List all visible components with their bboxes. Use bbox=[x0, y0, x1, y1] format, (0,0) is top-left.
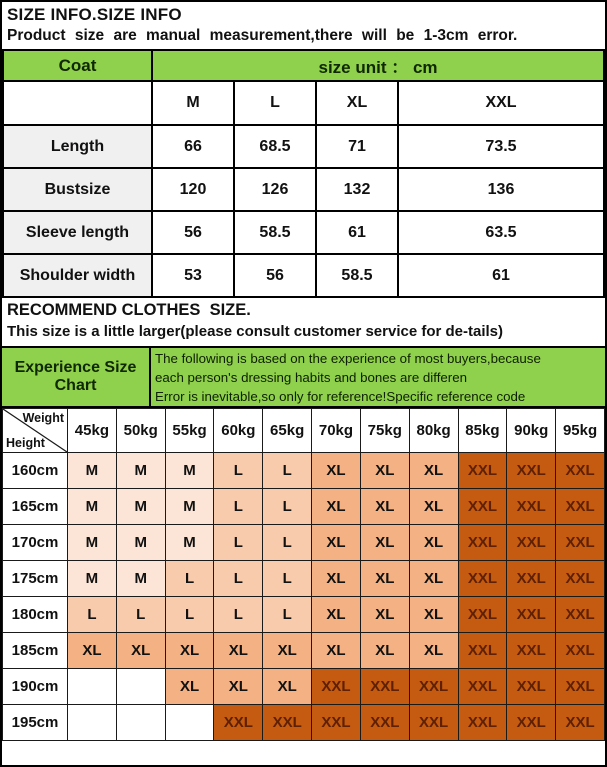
matrix-cell: XL bbox=[312, 561, 361, 597]
sleeve-xl: 61 bbox=[316, 211, 398, 254]
size-unit-header: size unit ： cm bbox=[152, 50, 604, 81]
table-row bbox=[3, 211, 604, 254]
matrix-row bbox=[3, 453, 605, 489]
matrix-cell: XL bbox=[360, 453, 409, 489]
row-label-length: Length bbox=[3, 125, 152, 168]
matrix-cell bbox=[68, 669, 117, 705]
recommend-section bbox=[2, 298, 605, 346]
matrix-cell: XXL bbox=[312, 705, 361, 741]
matrix-cell: XL bbox=[263, 633, 312, 669]
height-row-label: 165cm bbox=[3, 489, 68, 525]
matrix-cell: XXL bbox=[214, 705, 263, 741]
bustsize-l: 126 bbox=[234, 168, 316, 211]
height-row-label: 195cm bbox=[3, 705, 68, 741]
matrix-cell: XL bbox=[263, 669, 312, 705]
matrix-cell: XL bbox=[68, 633, 117, 669]
weight-header: 55kg bbox=[165, 409, 214, 453]
length-m: 66 bbox=[152, 125, 234, 168]
matrix-cell: XXL bbox=[458, 669, 507, 705]
matrix-cell: XL bbox=[312, 525, 361, 561]
matrix-cell: XL bbox=[312, 453, 361, 489]
matrix-cell: M bbox=[165, 489, 214, 525]
shoulder-l: 56 bbox=[234, 254, 316, 297]
experience-section bbox=[2, 346, 605, 408]
matrix-cell: XXL bbox=[507, 561, 556, 597]
size-table bbox=[2, 49, 605, 298]
matrix-cell: XXL bbox=[458, 489, 507, 525]
experience-size-matrix bbox=[2, 408, 605, 741]
matrix-cell: XXL bbox=[507, 669, 556, 705]
matrix-cell: M bbox=[68, 561, 117, 597]
height-row-label: 170cm bbox=[3, 525, 68, 561]
matrix-cell: L bbox=[214, 597, 263, 633]
matrix-cell: XXL bbox=[263, 705, 312, 741]
size-column-header-row bbox=[3, 81, 604, 125]
height-row-label: 160cm bbox=[3, 453, 68, 489]
row-label-bustsize: Bustsize bbox=[3, 168, 152, 211]
matrix-cell: XL bbox=[360, 561, 409, 597]
recommend-title: RECOMMEND CLOTHES SIZE. bbox=[7, 301, 251, 319]
col-header-xl: XL bbox=[316, 81, 398, 125]
matrix-cell: XXL bbox=[556, 669, 605, 705]
shoulder-m: 53 bbox=[152, 254, 234, 297]
height-row-label: 185cm bbox=[3, 633, 68, 669]
coat-header: Coat bbox=[3, 50, 152, 81]
size-table-green-header bbox=[3, 50, 604, 81]
matrix-cell: L bbox=[165, 561, 214, 597]
weight-header: 65kg bbox=[263, 409, 312, 453]
matrix-cell: XL bbox=[409, 489, 458, 525]
matrix-cell: XXL bbox=[556, 525, 605, 561]
matrix-cell: XXL bbox=[458, 633, 507, 669]
matrix-cell: M bbox=[68, 489, 117, 525]
matrix-row bbox=[3, 489, 605, 525]
matrix-cell bbox=[116, 669, 165, 705]
matrix-cell: XL bbox=[360, 597, 409, 633]
experience-line: Error is inevitable,so only for reference!Specific reference code bbox=[155, 388, 526, 404]
weight-header: 90kg bbox=[507, 409, 556, 453]
bustsize-xxl: 136 bbox=[398, 168, 604, 211]
recommend-note: This size is a little larger(please consult customer service for de-tails) bbox=[7, 323, 504, 340]
table-row bbox=[3, 254, 604, 297]
matrix-cell: L bbox=[214, 489, 263, 525]
length-l: 68.5 bbox=[234, 125, 316, 168]
col-header-xxl: XXL bbox=[398, 81, 604, 125]
bustsize-m: 120 bbox=[152, 168, 234, 211]
matrix-cell: XL bbox=[409, 597, 458, 633]
matrix-cell: XL bbox=[360, 525, 409, 561]
row-label-sleeve-length: Sleeve length bbox=[3, 211, 152, 254]
page-subtitle: Product size are manual measurement,there will be 1-3cm error. bbox=[7, 27, 518, 44]
sleeve-xxl: 63.5 bbox=[398, 211, 604, 254]
matrix-cell: M bbox=[165, 525, 214, 561]
matrix-cell: XXL bbox=[409, 705, 458, 741]
matrix-cell bbox=[165, 705, 214, 741]
matrix-row bbox=[3, 669, 605, 705]
matrix-cell: XL bbox=[312, 597, 361, 633]
matrix-row bbox=[3, 705, 605, 741]
matrix-cell bbox=[116, 705, 165, 741]
matrix-cell: XL bbox=[409, 525, 458, 561]
experience-title: Experience Size Chart bbox=[2, 348, 151, 406]
matrix-cell: M bbox=[116, 525, 165, 561]
experience-description bbox=[151, 348, 605, 406]
length-xl: 71 bbox=[316, 125, 398, 168]
matrix-cell: XXL bbox=[360, 669, 409, 705]
matrix-cell: XL bbox=[360, 489, 409, 525]
shoulder-xl: 58.5 bbox=[316, 254, 398, 297]
matrix-cell: M bbox=[68, 525, 117, 561]
matrix-row bbox=[3, 633, 605, 669]
matrix-cell: XL bbox=[360, 633, 409, 669]
matrix-cell: XL bbox=[214, 669, 263, 705]
height-row-label: 180cm bbox=[3, 597, 68, 633]
matrix-cell: L bbox=[263, 561, 312, 597]
matrix-cell: XXL bbox=[360, 705, 409, 741]
matrix-cell: XXL bbox=[507, 489, 556, 525]
matrix-cell: L bbox=[214, 453, 263, 489]
matrix-cell: XXL bbox=[312, 669, 361, 705]
weight-height-header bbox=[3, 409, 68, 453]
matrix-cell: XXL bbox=[556, 561, 605, 597]
weight-label: Weight bbox=[22, 411, 64, 425]
matrix-cell: L bbox=[263, 525, 312, 561]
matrix-cell: L bbox=[116, 597, 165, 633]
matrix-cell: XXL bbox=[507, 453, 556, 489]
matrix-cell: XXL bbox=[507, 705, 556, 741]
matrix-cell: XXL bbox=[458, 453, 507, 489]
shoulder-xxl: 61 bbox=[398, 254, 604, 297]
header bbox=[2, 2, 605, 49]
matrix-cell: XXL bbox=[556, 453, 605, 489]
matrix-cell: L bbox=[263, 489, 312, 525]
matrix-cell: XL bbox=[165, 633, 214, 669]
matrix-cell: XXL bbox=[458, 705, 507, 741]
matrix-cell: L bbox=[68, 597, 117, 633]
sleeve-l: 58.5 bbox=[234, 211, 316, 254]
matrix-row bbox=[3, 597, 605, 633]
weight-header: 70kg bbox=[312, 409, 361, 453]
matrix-cell: XXL bbox=[458, 597, 507, 633]
matrix-cell: XL bbox=[409, 633, 458, 669]
matrix-cell: XL bbox=[312, 633, 361, 669]
height-row-label: 190cm bbox=[3, 669, 68, 705]
matrix-cell: XL bbox=[409, 561, 458, 597]
matrix-cell: XXL bbox=[458, 525, 507, 561]
matrix-row bbox=[3, 525, 605, 561]
col-header-l: L bbox=[234, 81, 316, 125]
matrix-cell: M bbox=[116, 489, 165, 525]
matrix-cell: XXL bbox=[507, 525, 556, 561]
weight-header: 75kg bbox=[360, 409, 409, 453]
matrix-cell: XXL bbox=[409, 669, 458, 705]
matrix-cell: XXL bbox=[556, 705, 605, 741]
page-title: SIZE INFO.SIZE INFO bbox=[7, 5, 182, 24]
col-header-m: M bbox=[152, 81, 234, 125]
matrix-cell: XXL bbox=[507, 633, 556, 669]
matrix-cell: XL bbox=[312, 489, 361, 525]
matrix-cell: XXL bbox=[556, 489, 605, 525]
height-label: Height bbox=[6, 436, 45, 450]
matrix-cell bbox=[68, 705, 117, 741]
sleeve-m: 56 bbox=[152, 211, 234, 254]
matrix-row bbox=[3, 561, 605, 597]
matrix-cell: XXL bbox=[556, 633, 605, 669]
matrix-cell: L bbox=[214, 561, 263, 597]
matrix-cell: XL bbox=[409, 453, 458, 489]
height-row-label: 175cm bbox=[3, 561, 68, 597]
matrix-cell: M bbox=[68, 453, 117, 489]
matrix-cell: XXL bbox=[458, 561, 507, 597]
weight-header: 50kg bbox=[116, 409, 165, 453]
weight-header: 60kg bbox=[214, 409, 263, 453]
matrix-cell: XL bbox=[116, 633, 165, 669]
matrix-cell: M bbox=[116, 453, 165, 489]
table-row bbox=[3, 168, 604, 211]
matrix-cell: XL bbox=[214, 633, 263, 669]
matrix-cell: L bbox=[214, 525, 263, 561]
weight-header: 80kg bbox=[409, 409, 458, 453]
bustsize-xl: 132 bbox=[316, 168, 398, 211]
matrix-cell: XL bbox=[165, 669, 214, 705]
weight-header: 95kg bbox=[556, 409, 605, 453]
matrix-cell: XXL bbox=[556, 597, 605, 633]
matrix-cell: M bbox=[165, 453, 214, 489]
weight-header: 45kg bbox=[68, 409, 117, 453]
table-row bbox=[3, 125, 604, 168]
matrix-cell: XXL bbox=[507, 597, 556, 633]
matrix-header-row bbox=[3, 409, 605, 453]
experience-line: each person's dressing habits and bones are differen bbox=[155, 369, 468, 385]
length-xxl: 73.5 bbox=[398, 125, 604, 168]
matrix-cell: M bbox=[116, 561, 165, 597]
weight-header: 85kg bbox=[458, 409, 507, 453]
matrix-cell: L bbox=[165, 597, 214, 633]
experience-line: The following is based on the experience of most buyers,because bbox=[155, 351, 541, 366]
matrix-cell: L bbox=[263, 597, 312, 633]
matrix-cell: L bbox=[263, 453, 312, 489]
corner-cell bbox=[3, 81, 152, 125]
row-label-shoulder-width: Shoulder width bbox=[3, 254, 152, 297]
